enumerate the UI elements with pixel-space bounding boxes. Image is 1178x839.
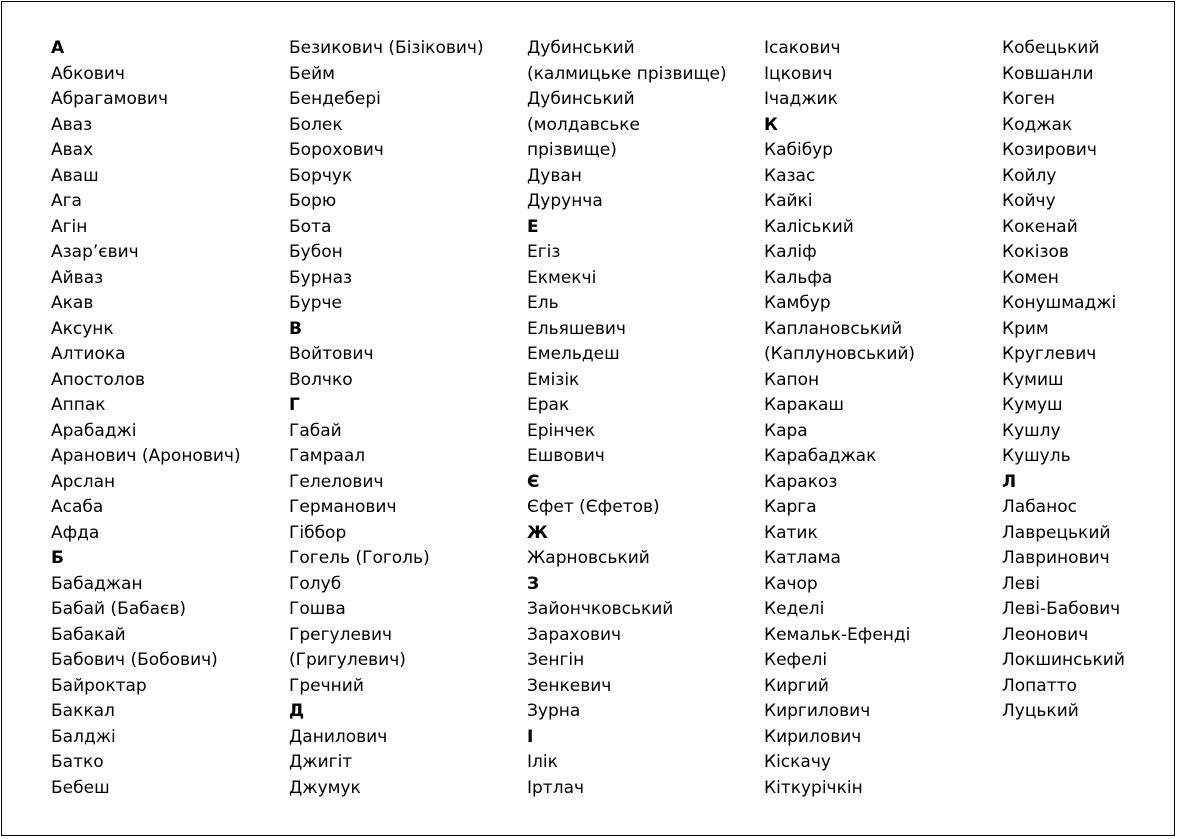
surname-item: Германович [289, 497, 397, 517]
surname-item: Гелелович [289, 471, 384, 492]
surname-item: Кіткурічкін [764, 777, 863, 798]
surname-item: Джумук [289, 777, 361, 798]
surname-item: Капон [764, 369, 820, 390]
surname-item: прізвище) [527, 140, 617, 160]
surname-item: Акав [51, 293, 94, 313]
surname-item: Киргилович [764, 701, 871, 721]
surname-item: Козирович [1002, 140, 1097, 160]
surname-item: Ешвович [527, 446, 605, 466]
surname-item: Зарахович [527, 624, 622, 645]
surname-item: Баккал [51, 701, 115, 721]
surname-item: Дуван [527, 165, 582, 186]
surname-item: Кефелі [764, 650, 828, 670]
surname-item: Ельяшевич [527, 318, 626, 339]
surname-item: Зенкевич [527, 675, 612, 696]
surname-item: Агін [51, 216, 88, 237]
surname-item: Леві-Бабович [1002, 599, 1121, 619]
letter-heading: К [764, 114, 778, 135]
surname-item: Борчук [289, 165, 353, 186]
surname-item: Дурунча [527, 191, 603, 211]
surname-item: Ісакович [764, 38, 841, 58]
surname-item: Ерінчек [527, 420, 596, 441]
surname-item: Карабаджак [764, 446, 877, 466]
surname-item: Леві [1002, 573, 1040, 594]
surname-item: Ковшанли [1002, 63, 1094, 84]
surname-item: Апостолов [51, 369, 146, 390]
letter-heading: Д [289, 701, 305, 721]
surname-item: Бабаджан [51, 573, 143, 594]
surname-item: Афда [51, 522, 100, 543]
surname-item: Ель [527, 293, 559, 313]
surname-item: Бурче [289, 293, 343, 313]
letter-heading: І [527, 726, 534, 747]
surname-item: Бабай (Бабаєв) [51, 599, 187, 619]
surname-item: Каліський [764, 216, 854, 237]
surname-item: Каплановський [764, 318, 903, 339]
surname-item: Голуб [289, 573, 342, 594]
surname-item: Данилович [289, 726, 388, 747]
surname-item: Коген [1002, 89, 1055, 109]
surname-item: Круглевич [1002, 344, 1097, 364]
surname-item: Кеделі [764, 599, 825, 619]
surname-item: Абкович [51, 63, 125, 84]
surname-item: Бейм [289, 63, 335, 84]
surname-item: Бабакай [51, 624, 126, 645]
surname-item: Зенгін [527, 650, 585, 670]
surname-item: Екмекчі [527, 267, 597, 288]
surname-item: Зайончковський [527, 599, 674, 619]
surname-item: Джигіт [289, 752, 353, 772]
surname-item: Безикович (Бізікович) [289, 38, 484, 58]
surname-item: Бубон [289, 242, 343, 262]
surname-item: Алтиока [51, 344, 126, 364]
surname-item: Киргий [764, 675, 829, 696]
surname-item: Жарновський [527, 548, 650, 568]
surname-item: Крим [1002, 318, 1049, 339]
surname-item: Каліф [764, 242, 817, 262]
surname-item: Кальфа [764, 267, 833, 288]
surname-column-4 [764, 36, 915, 801]
surname-item: Качор [764, 573, 818, 594]
surname-item: Кабібур [764, 140, 834, 160]
letter-heading: В [289, 318, 302, 339]
surname-item: Конушмаджі [1002, 293, 1117, 313]
surname-item: Кумиш [1002, 369, 1064, 390]
surname-item: Комен [1002, 267, 1059, 288]
surname-item: Аваш [51, 165, 99, 186]
surname-item: Кокенай [1002, 216, 1078, 237]
surname-item: Карга [764, 497, 817, 517]
surname-column-5 [1002, 36, 1125, 725]
surname-item: Гіббор [289, 522, 347, 543]
surname-item: Катик [764, 522, 818, 543]
surname-column-1 [51, 36, 241, 801]
surname-item: Кобецький [1002, 38, 1100, 58]
surname-item: Лопатто [1002, 675, 1077, 696]
surname-item: Лаврецький [1002, 522, 1111, 543]
surname-item: Камбур [764, 293, 831, 313]
surname-item: Бота [289, 216, 332, 237]
surname-item: Гречний [289, 675, 364, 696]
surname-item: Кайкі [764, 191, 813, 211]
surname-item: Емельдеш [527, 344, 620, 364]
surname-item: Кирилович [764, 726, 862, 747]
document-frame [1, 1, 1175, 836]
surname-column-3 [527, 36, 727, 801]
letter-heading: Б [51, 548, 64, 568]
surname-item: Гогель (Гоголь) [289, 548, 430, 568]
surname-item: Айваз [51, 267, 104, 288]
surname-item: Лавринович [1002, 548, 1110, 568]
surname-item: Іртлач [527, 777, 585, 798]
surname-item: Кемальк-Ефенді [764, 624, 911, 645]
letter-heading: Ж [527, 522, 548, 543]
letter-heading: З [527, 573, 540, 594]
surname-item: Катлама [764, 548, 841, 568]
surname-item: Дубинський [527, 38, 635, 58]
surname-item: Аппак [51, 395, 106, 415]
surname-item: Луцький [1002, 701, 1079, 721]
surname-item: Байроктар [51, 675, 147, 696]
surname-item: Іцкович [764, 63, 833, 84]
surname-item: (Григулевич) [289, 650, 406, 670]
surname-item: Каракаш [764, 395, 844, 415]
surname-item: Коджак [1002, 114, 1073, 135]
surname-item: Кушуль [1002, 446, 1071, 466]
surname-item: Койчу [1002, 191, 1056, 211]
surname-item: Кумуш [1002, 395, 1063, 415]
surname-item: Волчко [289, 369, 353, 390]
surname-item: Локшинський [1002, 650, 1125, 670]
letter-heading: Л [1002, 471, 1017, 492]
surname-item: Койлу [1002, 165, 1057, 186]
surname-item: Егіз [527, 242, 561, 262]
surname-item: Кушлу [1002, 420, 1061, 441]
surname-item: Зурна [527, 701, 581, 721]
surname-item: Борохович [289, 140, 384, 160]
surname-item: Бендебері [289, 89, 381, 109]
surname-item: Болек [289, 114, 343, 135]
surname-item: Балджі [51, 726, 116, 747]
letter-heading: А [51, 38, 65, 58]
surname-item: Аксунк [51, 318, 114, 339]
surname-item: Арслан [51, 471, 116, 492]
surname-item: Авах [51, 140, 94, 160]
surname-item: Батко [51, 752, 104, 772]
surname-item: Борю [289, 191, 337, 211]
surname-item: Гошва [289, 599, 346, 619]
surname-item: Аваз [51, 114, 93, 135]
letter-heading: Є [527, 471, 540, 492]
surname-item: Ерак [527, 395, 570, 415]
surname-item: (молдавське [527, 114, 641, 135]
letter-heading: Е [527, 216, 539, 237]
surname-item: Єфет (Єфетов) [527, 497, 660, 517]
surname-column-2 [289, 36, 484, 801]
surname-item: Гамраал [289, 446, 366, 466]
surname-item: Арабаджі [51, 420, 137, 441]
surname-item: Лабанос [1002, 497, 1077, 517]
surname-item: Бабович (Бобович) [51, 650, 218, 670]
surname-item: Дубинський [527, 89, 635, 109]
surname-item: Войтович [289, 344, 374, 364]
letter-heading: Г [289, 395, 300, 415]
surname-item: Кара [764, 420, 808, 441]
surname-item: Кокізов [1002, 242, 1069, 262]
surname-item: Абрагамович [51, 89, 169, 109]
surname-item: Грегулевич [289, 624, 393, 645]
surname-item: Кіскачу [764, 752, 831, 772]
surname-item: Леонович [1002, 624, 1089, 645]
surname-item: Аранович (Аронович) [51, 446, 241, 466]
surname-item: (калмицьке прізвище) [527, 63, 727, 84]
surname-item: Асаба [51, 497, 104, 517]
surname-item: Бурназ [289, 267, 353, 288]
surname-item: Бебеш [51, 777, 110, 798]
surname-item: Габай [289, 420, 342, 441]
surname-item: Емізік [527, 369, 580, 390]
surname-item: Азар’євич [51, 242, 139, 262]
surname-item: Ілік [527, 752, 558, 772]
surname-item: Ічаджик [764, 89, 838, 109]
surname-item: Казас [764, 165, 816, 186]
surname-item: Каракоз [764, 471, 838, 492]
surname-item: (Каплуновський) [764, 344, 916, 364]
surname-item: Ага [51, 191, 82, 211]
